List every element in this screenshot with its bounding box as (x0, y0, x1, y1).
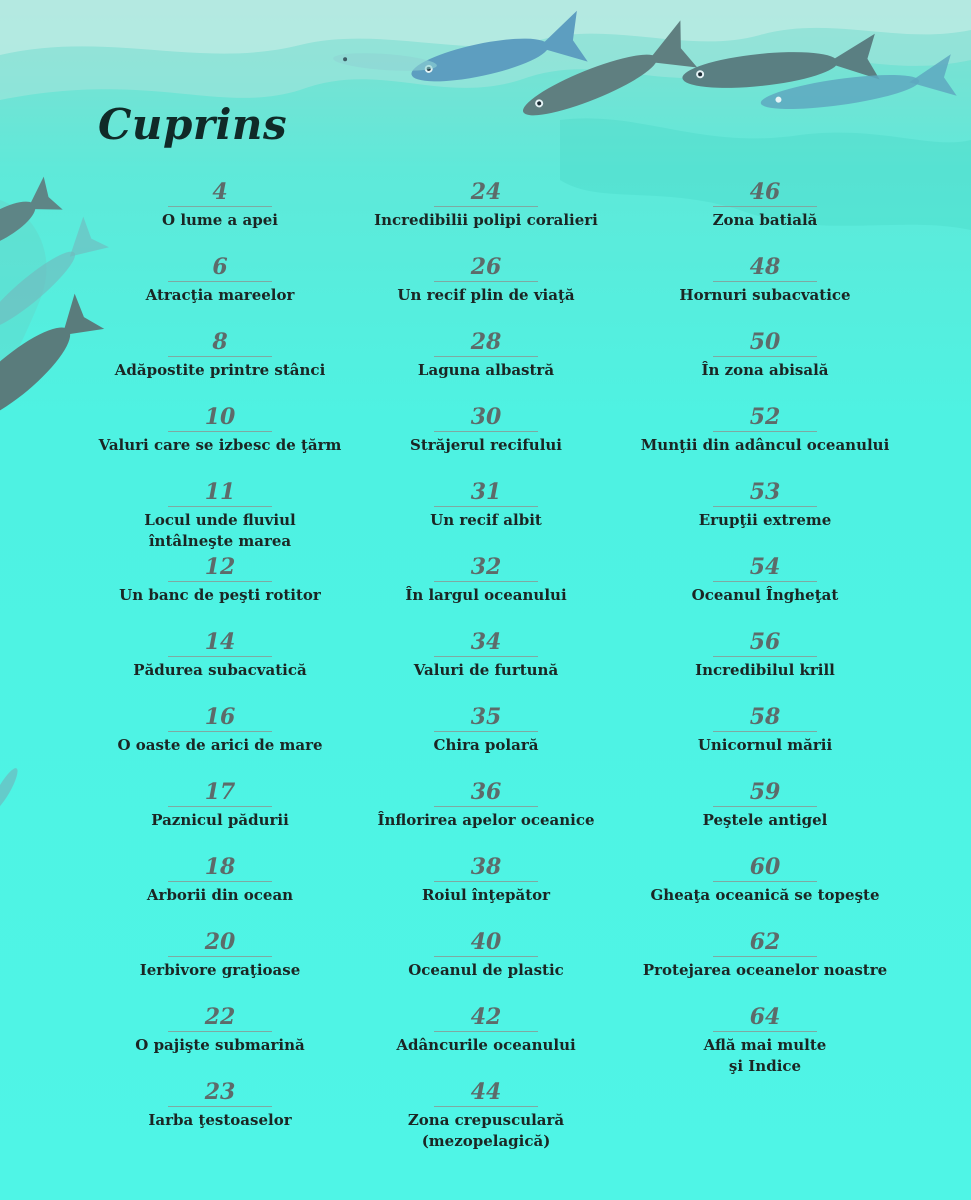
page-number: 54 (749, 554, 781, 580)
page-number: 4 (212, 179, 228, 205)
page-number: 34 (470, 629, 502, 655)
page-number: 42 (470, 1004, 502, 1030)
page-number: 6 (212, 254, 228, 280)
divider (168, 281, 272, 282)
page-number: 24 (470, 179, 502, 205)
toc-entry (640, 255, 890, 306)
toc-entry (95, 855, 345, 906)
toc-entry (361, 930, 611, 981)
page-number: 12 (204, 554, 236, 580)
page-number: 10 (204, 404, 236, 430)
entry-label: Un recif plin de viaţă (397, 286, 575, 304)
toc-entry (95, 630, 345, 681)
divider (713, 731, 817, 732)
page-number: 44 (470, 1079, 502, 1105)
page-number: 40 (470, 929, 502, 955)
toc-entry (361, 855, 611, 906)
divider (434, 506, 538, 507)
page-number: 46 (749, 179, 781, 205)
entry-label: Atracţia mareelor (145, 286, 295, 304)
toc-entry (640, 705, 890, 756)
toc-entry (95, 555, 345, 606)
entry-label: Hornuri subacvatice (679, 286, 851, 304)
toc-entry (640, 780, 890, 831)
divider (168, 356, 272, 357)
page-number: 32 (470, 554, 502, 580)
divider (434, 1031, 538, 1032)
entry-label: Iarba ţestoaselor (148, 1111, 292, 1129)
toc-entry (95, 330, 345, 381)
entry-label: Valuri de furtună (413, 661, 559, 679)
divider (434, 656, 538, 657)
entry-label: Oceanul Îngheţat (691, 586, 839, 604)
page-number: 52 (749, 404, 781, 430)
page-title: Cuprins (98, 100, 288, 149)
page-number: 31 (470, 479, 502, 505)
page-number: 18 (204, 854, 236, 880)
entry-label: Oceanul de plastic (408, 961, 564, 979)
divider (434, 1106, 538, 1107)
toc-entry (95, 780, 345, 831)
divider (713, 281, 817, 282)
page-number: 60 (749, 854, 781, 880)
divider (713, 806, 817, 807)
entry-label: Locul unde fluviul întâlneşte marea (144, 511, 296, 550)
entry-label: Unicornul mării (697, 736, 833, 754)
toc-entry (95, 1005, 345, 1056)
toc-entry (640, 555, 890, 606)
toc-entry (361, 405, 611, 456)
divider (713, 356, 817, 357)
toc-entry (361, 255, 611, 306)
toc-entry (361, 180, 611, 231)
toc-entry (95, 255, 345, 306)
page-number: 36 (470, 779, 502, 805)
toc-entry (361, 555, 611, 606)
toc-entry (640, 330, 890, 381)
divider (713, 506, 817, 507)
divider (434, 281, 538, 282)
toc-entry (640, 405, 890, 456)
toc-entry (640, 1005, 890, 1077)
entry-label: Zona crepusculară (mezopelagică) (407, 1111, 565, 1150)
page-number: 64 (749, 1004, 781, 1030)
divider (434, 206, 538, 207)
page-number: 11 (204, 479, 236, 505)
divider (434, 581, 538, 582)
page-number: 48 (749, 254, 781, 280)
toc-entry (361, 1005, 611, 1056)
divider (713, 581, 817, 582)
divider (168, 881, 272, 882)
divider (713, 431, 817, 432)
toc-entry (640, 630, 890, 681)
entry-label: În largul oceanului (405, 586, 567, 604)
toc-entry (95, 480, 345, 552)
divider (168, 1106, 272, 1107)
toc-entry (640, 930, 890, 981)
divider (713, 881, 817, 882)
toc-entry (95, 930, 345, 981)
entry-label: Zona batială (712, 211, 818, 229)
divider (713, 206, 817, 207)
divider (434, 731, 538, 732)
page-number: 23 (204, 1079, 236, 1105)
divider (168, 806, 272, 807)
entry-label: Chira polară (433, 736, 539, 754)
page-number: 58 (749, 704, 781, 730)
page-number: 50 (749, 329, 781, 355)
toc-entry (361, 480, 611, 531)
page-number: 38 (470, 854, 502, 880)
toc-entry (361, 330, 611, 381)
entry-label: Înflorirea apelor oceanice (377, 811, 595, 829)
divider (168, 206, 272, 207)
toc-entry (361, 705, 611, 756)
entry-label: Adâncurile oceanului (396, 1036, 576, 1054)
entry-label: Paznicul pădurii (151, 811, 289, 829)
page-number: 14 (204, 629, 236, 655)
divider (434, 431, 538, 432)
page-number: 8 (212, 329, 228, 355)
entry-label: Străjerul recifului (409, 436, 563, 454)
page-number: 56 (749, 629, 781, 655)
divider (168, 956, 272, 957)
entry-label: Protejarea oceanelor noastre (642, 961, 888, 979)
entry-label: Incredibilii polipi coralieri (374, 211, 598, 229)
entry-label: Incredibilul krill (695, 661, 835, 679)
divider (168, 506, 272, 507)
entry-label: Munţii din adâncul oceanului (640, 436, 890, 454)
entry-label: Roiul înţepător (421, 886, 551, 904)
divider (434, 356, 538, 357)
divider (168, 1031, 272, 1032)
toc-entry (95, 705, 345, 756)
entry-label: Află mai multe şi Indice (703, 1036, 827, 1075)
entry-label: Un banc de peşti rotitor (119, 586, 321, 604)
divider (168, 656, 272, 657)
divider (168, 581, 272, 582)
toc-entry (640, 855, 890, 906)
toc-entry (361, 630, 611, 681)
toc-entry (361, 780, 611, 831)
divider (713, 956, 817, 957)
page-number: 35 (470, 704, 502, 730)
toc-entry (640, 180, 890, 231)
entry-label: Erupţii extreme (698, 511, 832, 529)
toc-entry (95, 1080, 345, 1131)
toc-entry (95, 180, 345, 231)
entry-label: Pădurea subacvatică (133, 661, 307, 679)
toc-entry (95, 405, 345, 456)
page-number: 53 (749, 479, 781, 505)
divider (434, 956, 538, 957)
entry-label: Peştele antigel (702, 811, 828, 829)
page-number: 22 (204, 1004, 236, 1030)
entry-label: O lume a apei (162, 211, 278, 229)
page-number: 16 (204, 704, 236, 730)
entry-label: O oaste de arici de mare (117, 736, 323, 754)
entry-label: O pajişte submarină (135, 1036, 305, 1054)
divider (168, 431, 272, 432)
page-number: 26 (470, 254, 502, 280)
entry-label: Valuri care se izbesc de ţărm (98, 436, 342, 454)
divider (434, 881, 538, 882)
entry-label: Arborii din ocean (146, 886, 294, 904)
entry-label: Gheaţa oceanică se topeşte (650, 886, 880, 904)
entry-label: Laguna albastră (417, 361, 555, 379)
divider (713, 1031, 817, 1032)
toc-entry (361, 1080, 611, 1152)
page-number: 28 (470, 329, 502, 355)
entry-label: Ierbivore graţioase (139, 961, 301, 979)
page-number: 20 (204, 929, 236, 955)
page-number: 62 (749, 929, 781, 955)
entry-label: Adăpostite printre stânci (114, 361, 326, 379)
page-number: 59 (749, 779, 781, 805)
toc-entry (640, 480, 890, 531)
divider (434, 806, 538, 807)
divider (168, 731, 272, 732)
divider (713, 656, 817, 657)
entry-label: În zona abisală (701, 361, 829, 379)
page-number: 17 (204, 779, 236, 805)
page-number: 30 (470, 404, 502, 430)
entry-label: Un recif albit (430, 511, 542, 529)
